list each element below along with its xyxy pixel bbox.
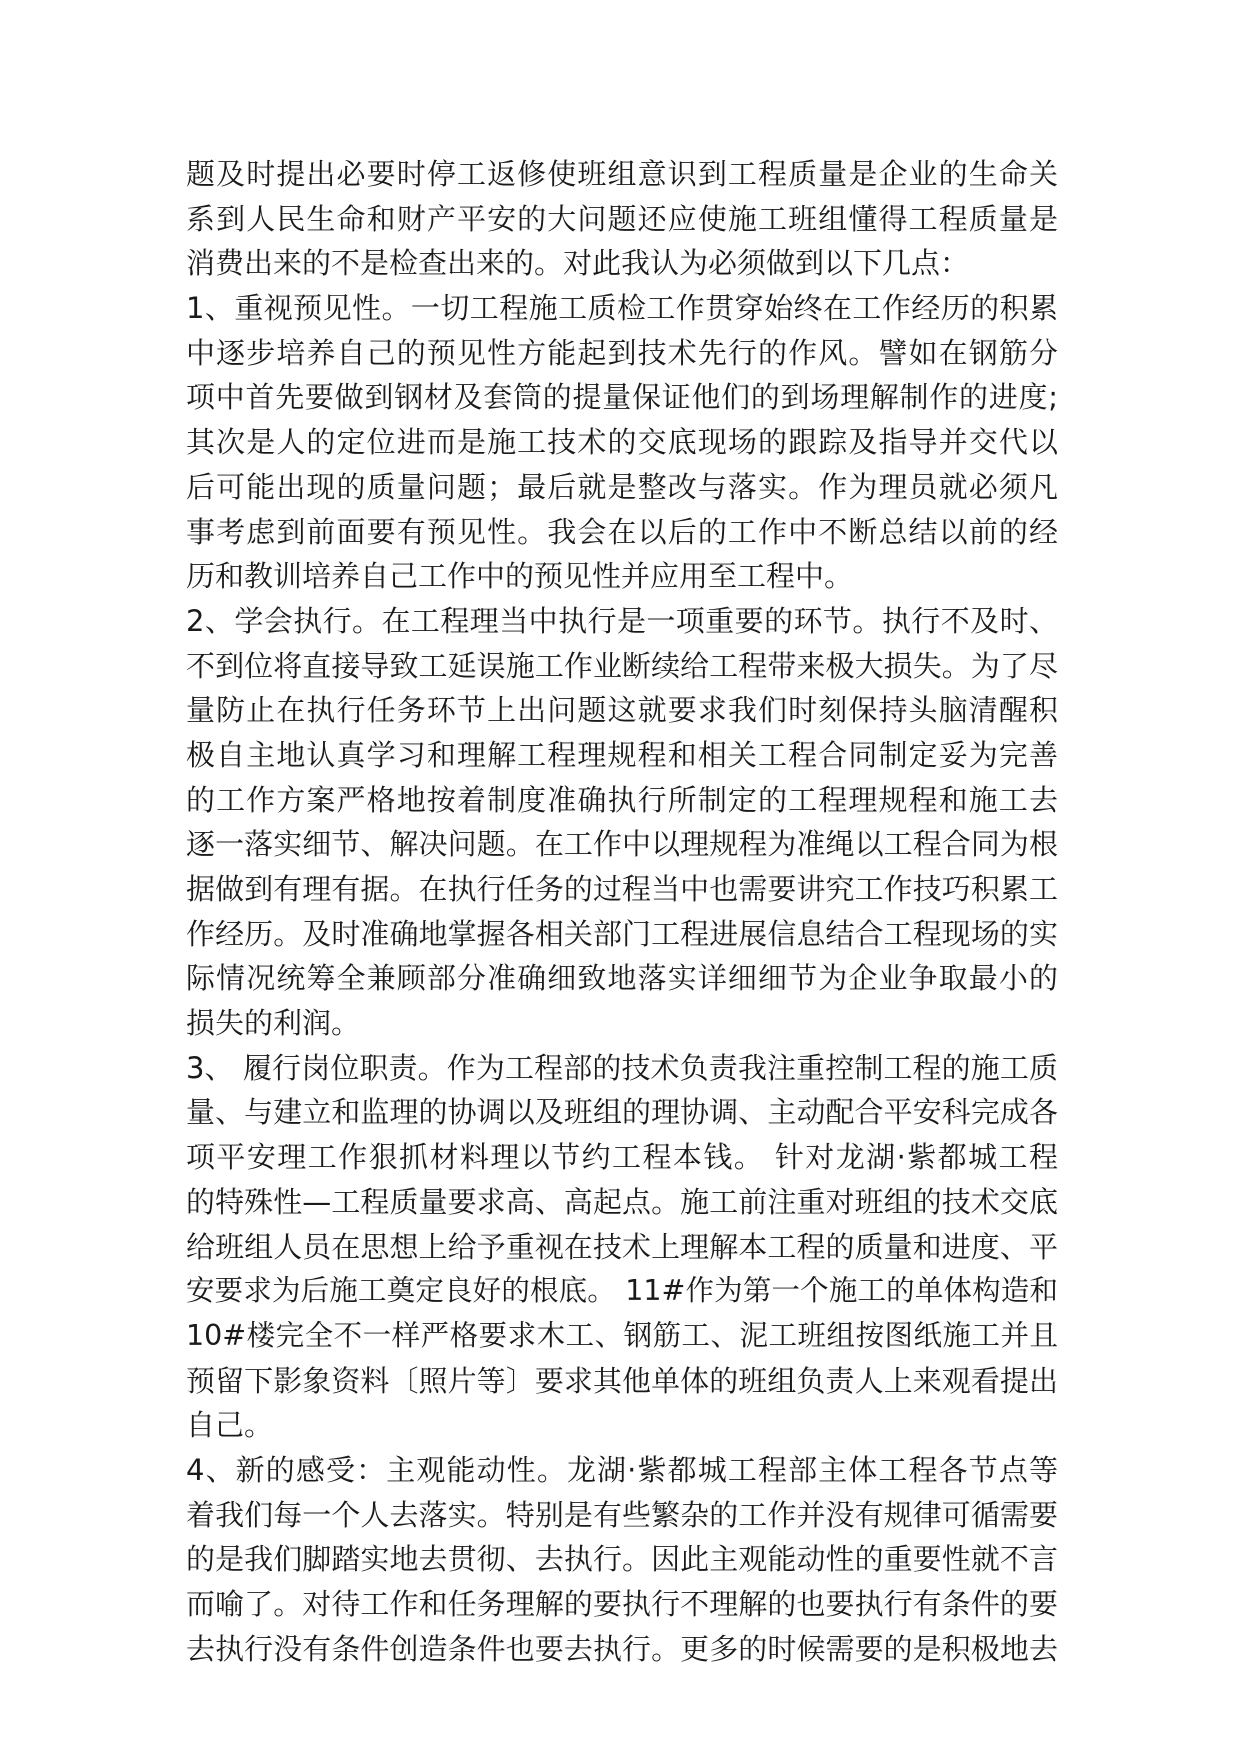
text-line-4: 1、重视预见性。一切工程施工质检工作贯穿始终在工作经历的积累 <box>186 291 1058 326</box>
text-line-14: 极自主地认真学习和理解工程理规程和相关工程合同制定妥为完善 <box>186 737 1058 772</box>
text-line-10: 历和教训培养自己工作中的预见性并应用至工程中。 <box>186 559 854 594</box>
text-line-25: 给班组人员在思想上给予重视在技术上理解本工程的质量和进度、平 <box>186 1229 1058 1264</box>
text-line-13: 量防止在执行任务环节上出问题这就要求我们时刻保持头脑清醒积 <box>186 693 1058 728</box>
text-line-6: 项中首先要做到钢材及套筒的提量保证他们的到场理解制作的进度; <box>186 380 1058 415</box>
text-line-3: 消费出来的不是检查出来的。对此我认为必须做到以下几点： <box>186 246 970 281</box>
text-line-18: 作经历。及时准确地掌握各相关部门工程进展信息结合工程现场的实 <box>186 916 1058 951</box>
text-line-22: 量、与建立和监理的协调以及班组的理协调、主动配合平安科完成各 <box>186 1095 1058 1130</box>
text-line-29: 自己。 <box>186 1408 274 1443</box>
text-line-7: 其次是人的定位进而是施工技术的交底现场的跟踪及指导并交代以 <box>186 425 1058 460</box>
text-line-5: 中逐步培养自己的预见性方能起到技术先行的作风。譬如在钢筋分 <box>186 335 1058 370</box>
text-line-20: 损失的利润。 <box>186 1006 361 1041</box>
text-line-1: 题及时提出必要时停工返修使班组意识到工程质量是企业的生命关 <box>186 157 1058 191</box>
text-line-8: 后可能出现的质量问题；最后就是整改与落实。作为理员就必须凡 <box>186 469 1058 504</box>
text-line-28: 预留下影象资料〔照片等〕要求其他单体的班组负责人上来观看提出 <box>186 1363 1058 1398</box>
text-line-19: 际情况统筹全兼顾部分准确细致地落实详细细节为企业争取最小的 <box>186 961 1058 996</box>
text-line-23: 项平安理工作狠抓材料理以节约工程本钱。 针对龙湖·紫都城工程 <box>186 1140 1058 1175</box>
text-line-34: 去执行没有条件创造条件也要去执行。更多的时候需要的是积极地去 <box>186 1631 1058 1666</box>
text-line-33: 而喻了。对待工作和任务理解的要执行不理解的也要执行有条件的要 <box>186 1587 1058 1621</box>
document-body <box>186 152 1058 1671</box>
text-line-17: 据做到有理有据。在执行任务的过程当中也需要讲究工作技巧积累工 <box>186 872 1058 906</box>
text-line-2: 系到人民生命和财产平安的大问题还应使施工班组懂得工程质量是 <box>186 201 1058 236</box>
text-line-26: 安要求为后施工奠定良好的根底。 11#作为第一个施工的单体构造和 <box>186 1274 1058 1308</box>
text-line-11: 2、学会执行。在工程理当中执行是一项重要的环节。执行不及时、 <box>186 603 1058 638</box>
text-line-27: 10#楼完全不一样严格要求木工、钢筋工、泥工班组按图纸施工并且 <box>186 1318 1058 1352</box>
text-line-21: 3、 履行岗位职责。作为工程部的技术负责我注重控制工程的施工质 <box>186 1050 1058 1085</box>
text-line-15: 的工作方案严格地按着制度准确执行所制定的工程理规程和施工去 <box>186 782 1058 817</box>
text-line-16: 逐一落实细节、解决问题。在工作中以理规程为准绳以工程合同为根 <box>186 827 1058 862</box>
text-line-31: 着我们每一个人去落实。特别是有些繁杂的工作并没有规律可循需要 <box>186 1497 1058 1532</box>
text-line-30: 4、新的感受：主观能动性。龙湖·紫都城工程部主体工程各节点等 <box>186 1452 1058 1487</box>
text-line-9: 事考虑到前面要有预见性。我会在以后的工作中不断总结以前的经 <box>186 514 1058 549</box>
text-line-12: 不到位将直接导致工延误施工作业断续给工程带来极大损失。为了尽 <box>186 648 1058 683</box>
text-line-32: 的是我们脚踏实地去贯彻、去执行。因此主观能动性的重要性就不言 <box>186 1542 1058 1577</box>
text-line-24: 的特殊性—工程质量要求高、高起点。施工前注重对班组的技术交底 <box>186 1184 1058 1219</box>
